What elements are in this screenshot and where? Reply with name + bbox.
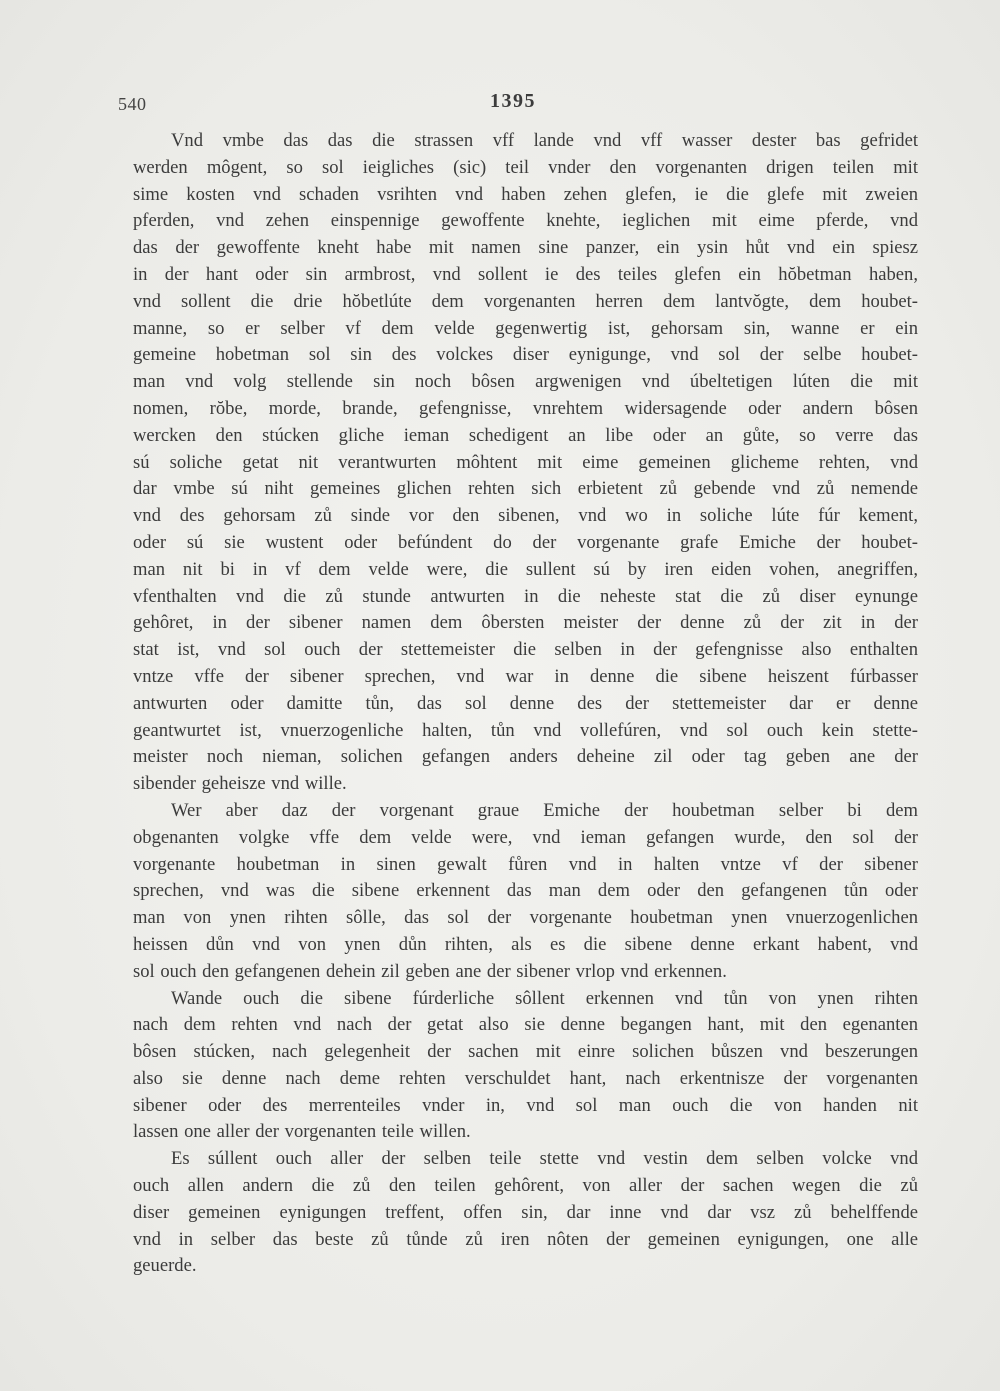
- text-line: oder sú sie wustent oder befúndent do der vorgenante grafe Emiche der houbet-: [133, 531, 918, 553]
- text-line: gehôret, in der sibener namen dem ôbersten meister der denne zů der zit in der: [133, 612, 918, 634]
- text-line: stat ist, vnd sol ouch der stettemeister die selben in der gefengnisse also enthalten: [133, 639, 918, 661]
- text-line: nach dem rehten vnd nach der getat also sie denne begangen hant, mit den egenanten: [133, 1014, 918, 1036]
- text-line: Wande ouch die sibene fúrderliche sôllent erkennen vnd tůn von ynen rihten: [171, 987, 918, 1009]
- text-line: sibener oder des merrenteiles vnder in, vnd sol man ouch die von handen nit: [133, 1094, 918, 1116]
- text-line: vntze vffe der sibener sprechen, vnd war in denne die sibene heiszent fúrbasser: [133, 665, 918, 687]
- text-line: Vnd vmbe das das die strassen vff lande vnd vff wasser dester bas gefridet: [171, 130, 918, 151]
- text-line: vnd sollent die drie hŏbetlúte dem vorgenanten herren dem lantvŏgte, dem houbet-: [133, 290, 918, 312]
- text-line: geuerde.: [133, 1255, 197, 1277]
- text-line: man nit bi in vf dem velde were, die sullent sú by iren eiden vohen, anegriffen,: [133, 558, 918, 580]
- text-line: vnd des gehorsam zů sinde vor den sibenen, vnd wo in soliche lúte fúr kement,: [133, 505, 918, 527]
- text-line: vorgenante houbetman in sinen gewalt fůren vnd in halten vntze vf der sibener: [133, 853, 918, 875]
- paragraph: [133, 798, 918, 986]
- paragraph: [133, 1146, 918, 1280]
- text-line: man von ynen rihten sôlle, das sol der vorgenante houbetman ynen vnuerzogenlichen: [133, 907, 918, 929]
- text-line: man vnd volg stellende sin noch bôsen argwenigen vnd úbeltetigen lúten die mit: [133, 371, 918, 393]
- text-line: lassen one aller der vorgenanten teile willen.: [133, 1121, 471, 1143]
- text-line: also sie denne nach deme rehten verschuldet hant, nach erkentnisze der vorgenanten: [133, 1067, 918, 1089]
- text-line: dar vmbe sú niht gemeines glichen rehten sich erbietent zů gebende vnd zů nemende: [133, 478, 918, 500]
- text-line: Es súllent ouch aller der selben teile stette vnd vestin dem selben volcke vnd: [171, 1148, 918, 1170]
- text-line: bôsen stúcken, nach gelegenheit der sachen mit einre solichen bůszen vnd beszerungen: [133, 1041, 918, 1063]
- page-number: 540: [118, 94, 147, 114]
- text-line: wercken den stúcken gliche ieman schedigent an libe oder an gůte, so verre das: [133, 424, 918, 446]
- page-header: [118, 88, 908, 118]
- text-line: geantwurtet ist, vnuerzogenliche halten, tůn vnd vollefúren, vnd sol ouch kein stette-: [133, 719, 918, 741]
- text-line: pferden, vnd zehen einspennige gewoffente knehte, ieglichen mit eime pferde, vnd: [133, 210, 918, 232]
- text-line: sibender geheisze vnd wille.: [133, 773, 347, 795]
- text-line: ouch allen andern die zů den teilen gehôrent, von aller der sachen wegen die zů: [133, 1175, 918, 1197]
- text-line: werden môgent, so sol ieigliches (sic) teil vnder den vorgenanten drigen teilen mit: [133, 156, 918, 178]
- body-text: [133, 128, 918, 1280]
- text-line: heissen důn vnd von ynen důn rihten, als es die sibene denne erkant habent, vnd: [133, 933, 918, 955]
- text-line: Wer aber daz der vorgenant graue Emiche der houbetman selber bi dem: [171, 799, 918, 821]
- text-line: vnd in selber das beste zů tůnde zů iren nôten der gemeinen eynigungen, one alle: [133, 1228, 918, 1250]
- text-line: sime kosten vnd schaden vsrihten vnd haben zehen glefen, ie die glefe mit zweien: [133, 183, 918, 205]
- text-line: das der gewoffente kneht habe mit namen sine panzer, ein ysin hůt vnd ein spiesz: [133, 237, 918, 259]
- text-line: sú soliche getat nit verantwurten môhtent mit eime gemeinen glicheme rehten, vnd: [133, 451, 918, 473]
- text-line: gemeine hobetman sol sin des volckes diser eynigunge, vnd sol der selbe houbet-: [133, 344, 918, 366]
- text-line: in der hant oder sin armbrost, vnd sollent ie des teiles glefen ein hŏbetman haben,: [133, 263, 918, 285]
- text-line: diser gemeinen eynigungen treffent, offen sin, dar inne vnd dar vsz zů behelffende: [133, 1201, 918, 1223]
- running-title-year: 1395: [490, 90, 536, 112]
- text-line: manne, so er selber vf dem velde gegenwertig ist, gehorsam sin, wanne er ein: [133, 317, 918, 339]
- text-line: nomen, rŏbe, morde, brande, gefengnisse, vnrehtem widersagende oder andern bôsen: [133, 397, 918, 419]
- text-line: obgenanten volgke vffe dem velde were, vnd ieman gefangen wurde, den sol der: [133, 826, 918, 848]
- text-line: meister noch nieman, solichen gefangen anders deheine zil oder tag geben ane der: [133, 746, 918, 768]
- paragraph: [133, 128, 918, 798]
- text-line: sprechen, vnd was die sibene erkennent das man dem oder den gefangenen tůn oder: [133, 880, 918, 902]
- text-line: sol ouch den gefangenen dehein zil geben ane der sibener vrlop vnd erkennen.: [133, 960, 727, 982]
- text-line: vfenthalten vnd die zů stunde antwurten in die neheste stat die zů diser eynunge: [133, 585, 918, 607]
- text-line: antwurten oder damitte tůn, das sol denne des der stettemeister dar er denne: [133, 692, 918, 714]
- paragraph: [133, 986, 918, 1147]
